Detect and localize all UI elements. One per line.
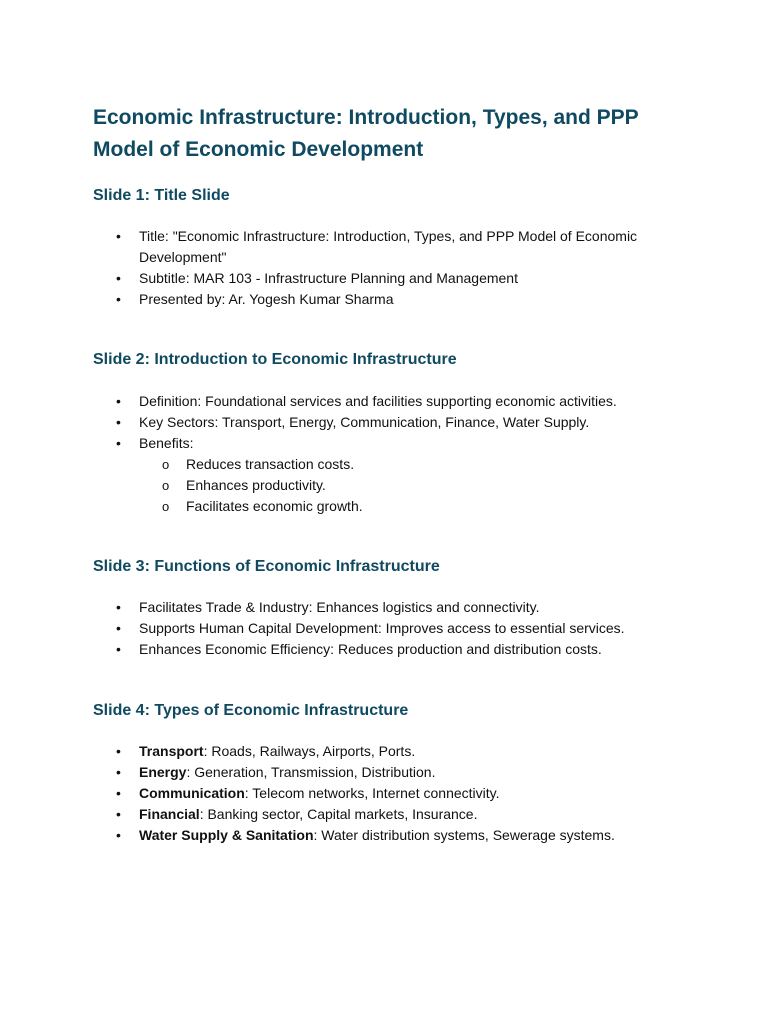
bullet-icon: • bbox=[116, 599, 121, 615]
bullet-icon: • bbox=[116, 806, 121, 822]
slide-1-list bbox=[93, 226, 693, 310]
bullet-icon: • bbox=[116, 785, 121, 801]
list-item-term: Energy bbox=[139, 764, 187, 780]
sub-list-item-text: Reduces transaction costs. bbox=[186, 456, 355, 472]
list-item-text: Key Sectors: Transport, Energy, Communication, Finance, Water Supply. bbox=[139, 414, 590, 430]
bullet-icon: • bbox=[116, 270, 121, 286]
list-item-term: Financial bbox=[139, 806, 200, 822]
benefits-sublist bbox=[93, 454, 693, 517]
list-item-text: Title: "Economic Infrastructure: Introduction, Types, and PPP Model of Economic Development" bbox=[139, 228, 638, 265]
list-item bbox=[93, 268, 693, 289]
list-item bbox=[93, 433, 693, 454]
circle-bullet-icon: o bbox=[162, 457, 170, 472]
circle-bullet-icon: o bbox=[162, 499, 170, 514]
list-item bbox=[93, 412, 693, 433]
list-item-text: Benefits: bbox=[139, 435, 194, 451]
bullet-icon: • bbox=[116, 764, 121, 780]
sub-list-item-text: Enhances productivity. bbox=[186, 477, 326, 493]
list-item bbox=[93, 391, 693, 412]
slide-4-list bbox=[93, 741, 693, 846]
bullet-icon: • bbox=[116, 414, 121, 430]
list-item-term: Transport bbox=[139, 743, 204, 759]
bullet-icon: • bbox=[116, 641, 121, 657]
list-item-text: Definition: Foundational services and facilities supporting economic activities. bbox=[139, 393, 617, 409]
slide-4-heading: Slide 4: Types of Economic Infrastructure bbox=[93, 702, 409, 719]
list-item bbox=[93, 226, 693, 268]
bullet-icon: • bbox=[116, 827, 121, 843]
list-item-text: Facilitates Trade & Industry: Enhances logistics and connectivity. bbox=[139, 599, 540, 615]
slide-3-heading: Slide 3: Functions of Economic Infrastructure bbox=[93, 558, 440, 575]
sub-list-item bbox=[93, 454, 693, 475]
sub-list-item bbox=[93, 475, 693, 496]
list-item bbox=[93, 639, 693, 660]
list-item-text: Presented by: Ar. Yogesh Kumar Sharma bbox=[139, 291, 394, 307]
list-item-text: : Generation, Transmission, Distribution. bbox=[186, 764, 436, 780]
list-item bbox=[93, 289, 693, 310]
document-page bbox=[93, 102, 693, 843]
list-item bbox=[93, 783, 693, 804]
slide-2-list-container bbox=[93, 391, 693, 517]
list-item bbox=[93, 804, 693, 825]
list-item-text: : Roads, Railways, Airports, Ports. bbox=[203, 743, 416, 759]
bullet-icon: • bbox=[116, 291, 121, 307]
list-item-text: Enhances Economic Efficiency: Reduces production and distribution costs. bbox=[139, 641, 602, 657]
bullet-icon: • bbox=[116, 743, 121, 759]
sub-list-item-text: Facilitates economic growth. bbox=[186, 498, 363, 514]
list-item-text: : Banking sector, Capital markets, Insurance. bbox=[199, 806, 478, 822]
list-item-text: : Telecom networks, Internet connectivity. bbox=[244, 785, 500, 801]
bullet-icon: • bbox=[116, 228, 121, 244]
list-item bbox=[93, 762, 693, 783]
slide-3-list bbox=[93, 597, 693, 660]
bullet-icon: • bbox=[116, 393, 121, 409]
document-title: Economic Infrastructure: Introduction, Types, and PPP Model of Economic Development bbox=[93, 106, 639, 161]
slide-1-heading: Slide 1: Title Slide bbox=[93, 187, 230, 204]
bullet-icon: • bbox=[116, 435, 121, 451]
list-item-term: Communication bbox=[139, 785, 245, 801]
list-item-term: Water Supply & Sanitation bbox=[139, 827, 314, 843]
slide-2-list bbox=[93, 391, 693, 454]
sub-list-item bbox=[93, 496, 693, 517]
list-item bbox=[93, 741, 693, 762]
list-item-text: Supports Human Capital Development: Improves access to essential services. bbox=[139, 620, 625, 636]
list-item bbox=[93, 618, 693, 639]
list-item-text: : Water distribution systems, Sewerage systems. bbox=[313, 827, 615, 843]
list-item bbox=[93, 597, 693, 618]
list-item bbox=[93, 825, 693, 846]
bullet-icon: • bbox=[116, 620, 121, 636]
circle-bullet-icon: o bbox=[162, 478, 170, 493]
list-item-text: Subtitle: MAR 103 - Infrastructure Planning and Management bbox=[139, 270, 518, 286]
slide-2-heading: Slide 2: Introduction to Economic Infrastructure bbox=[93, 351, 457, 368]
